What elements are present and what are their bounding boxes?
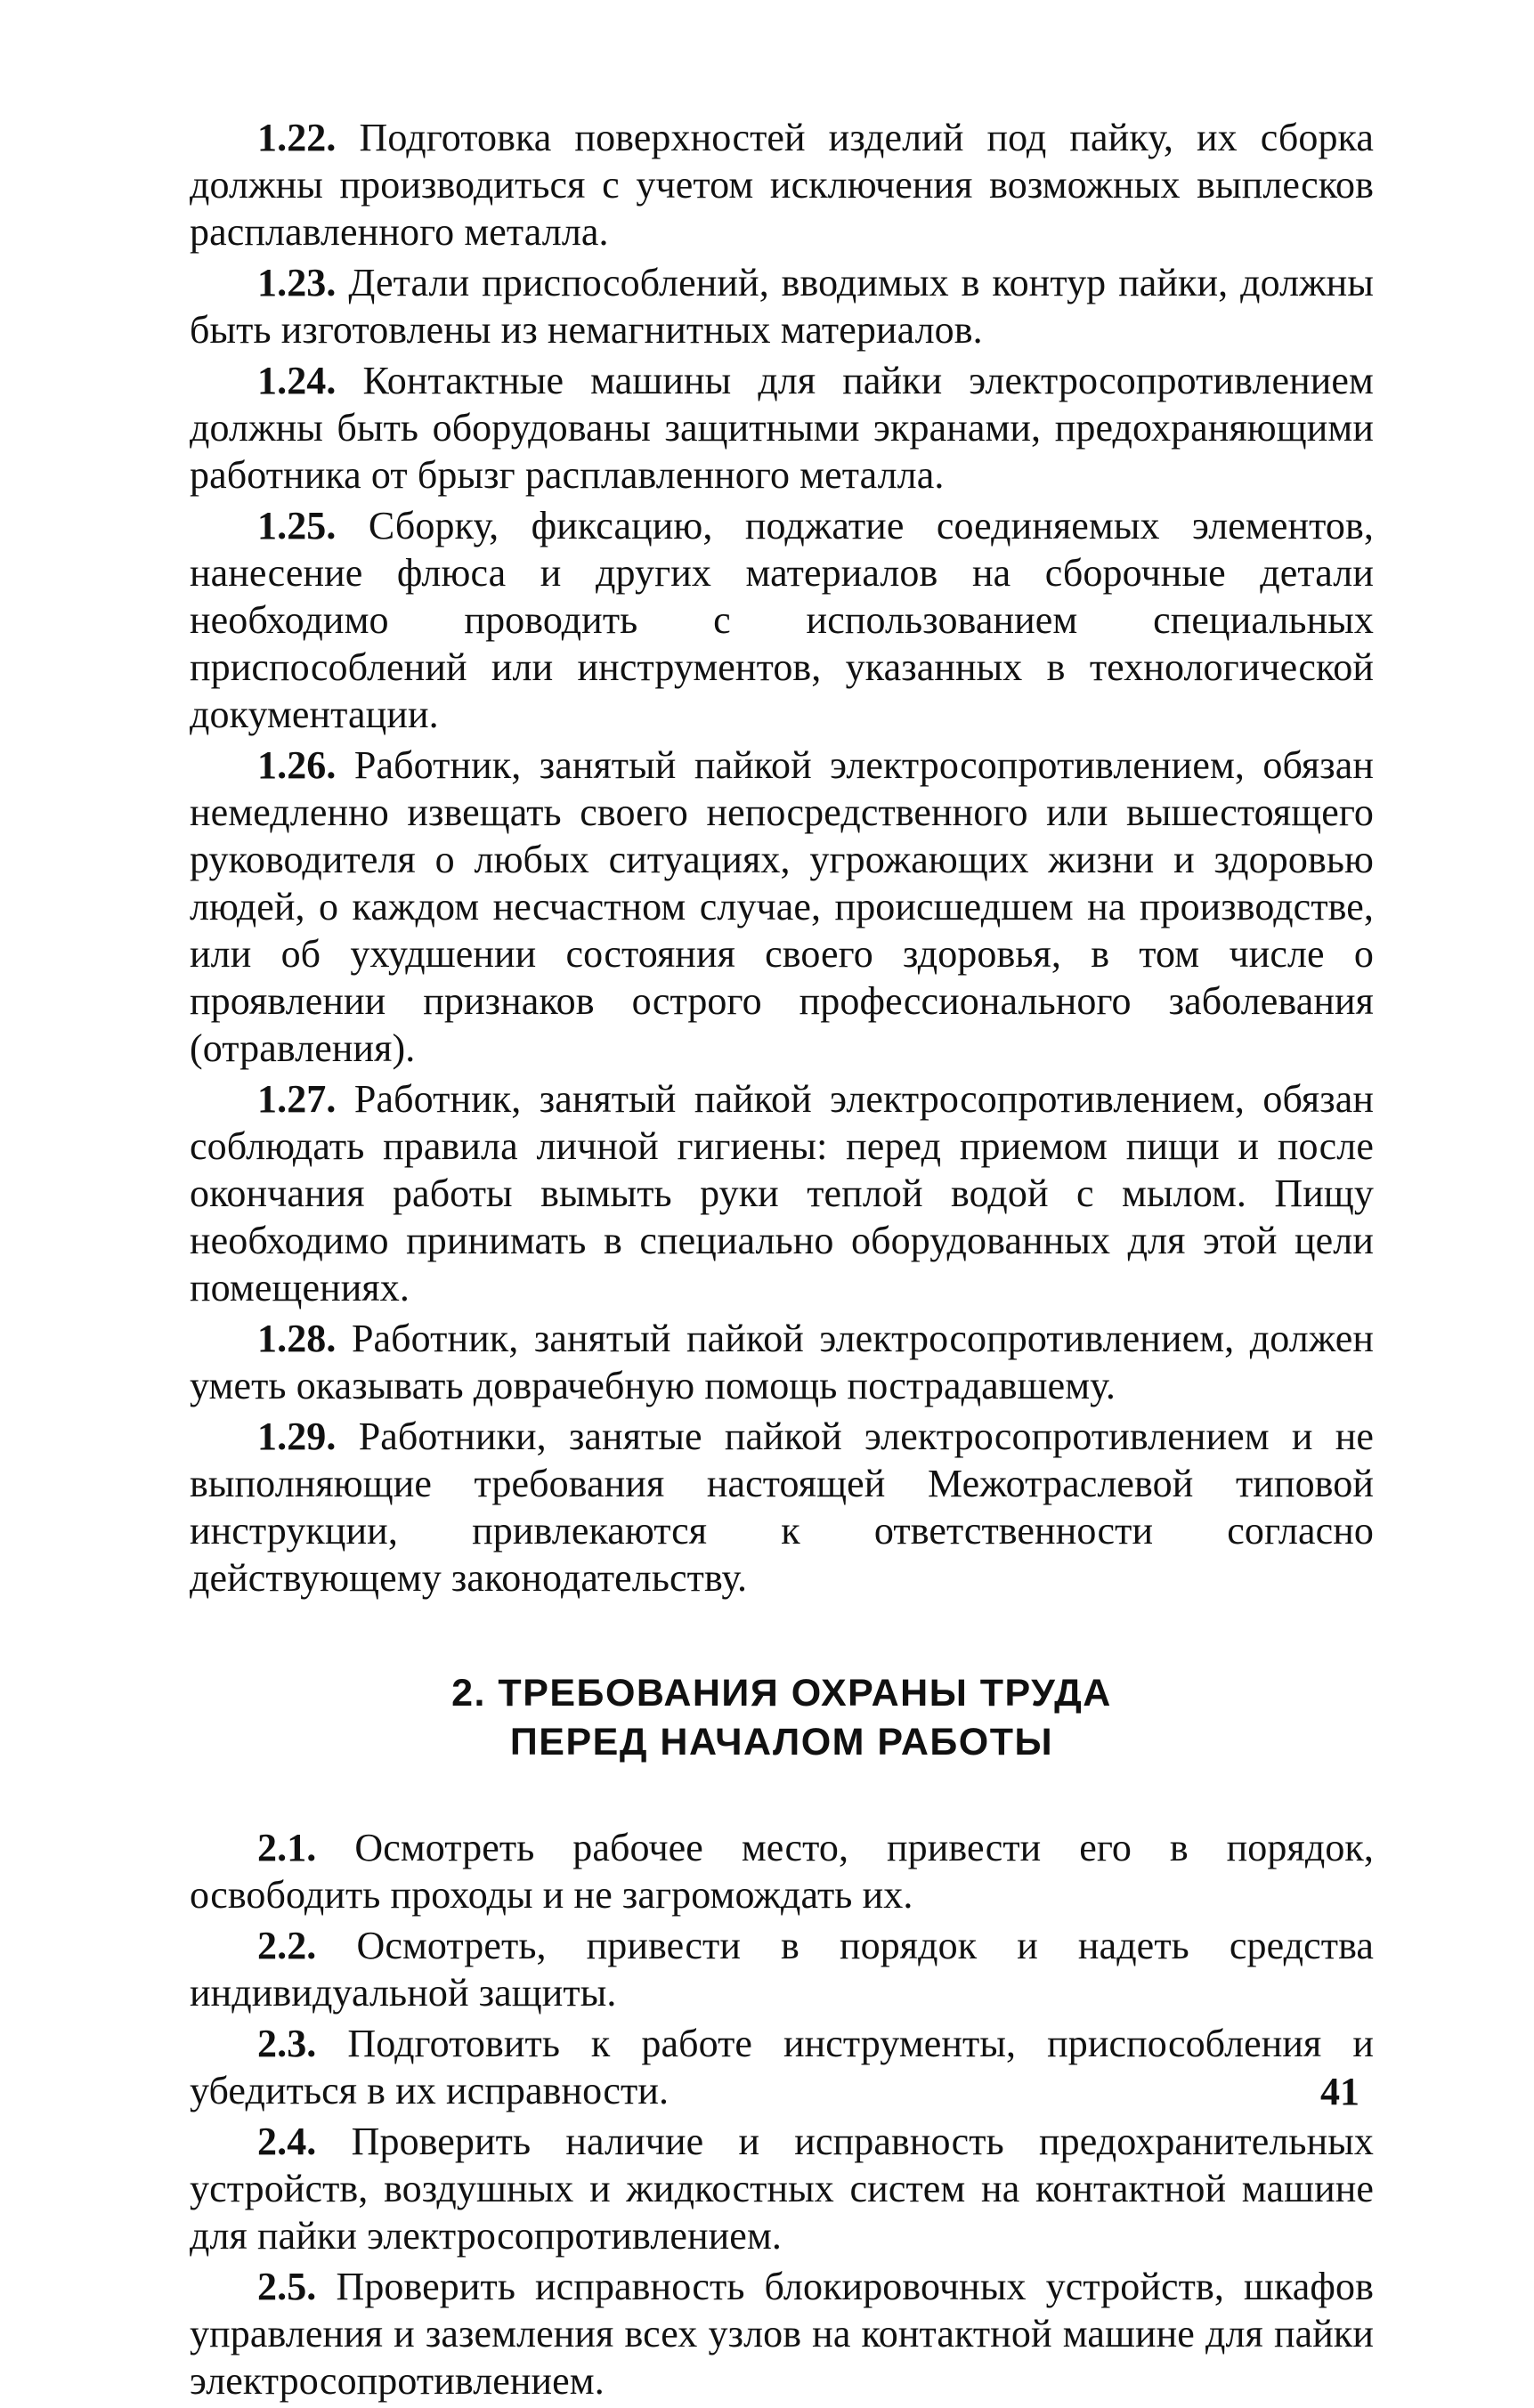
paragraph-number: 1.29. [257, 1415, 337, 1458]
paragraph-text: Работник, занятый пайкой электросопротивлением, должен уметь оказывать доврачебную помощь пострадавшему. [190, 1317, 1374, 1407]
paragraph-text: Работники, занятые пайкой электросопротивлением и не выполняющие требования настоящей Межотраслевой типовой инструкции, привлекаются к ответственности согласно действующему законодательству. [190, 1415, 1375, 1600]
paragraph-text: Контактные машины для пайки электросопротивлением должны быть оборудованы защитными экранами, предохраняющими работника от брызг расплавленного металла. [190, 359, 1374, 497]
paragraph-number: 2.5. [257, 2265, 317, 2308]
paragraph-number: 1.24. [257, 359, 337, 402]
paragraph-text: Работник, занятый пайкой электросопротивлением, обязан соблюдать правила личной гигиены: перед приемом пищи и после окончания работы вымыть руки теплой водой с мылом. Пищу необходимо принимать в специально оборудованных для этой цели помещениях. [190, 1077, 1374, 1309]
paragraph-1-24 [190, 357, 1374, 499]
paragraph-text: Осмотреть, привести в порядок и надеть средства индивидуальной защиты. [190, 1924, 1374, 2015]
paragraph-text: Сборку, фиксацию, поджатие соединяемых элементов, нанесение флюса и других материалов на сборочные детали необходимо проводить с использованием специальных приспособлений или инструментов, указанных в технологической документации. [190, 504, 1374, 736]
paragraph-text: Подготовить к работе инструменты, приспособления и убедиться в их исправности. [190, 2022, 1374, 2112]
paragraph-text: Подготовка поверхностей изделий под пайку, их сборка должны производиться с учетом исключения возможных выплесков расплавленного металла. [190, 116, 1374, 254]
section-2-heading [190, 1669, 1374, 1767]
paragraph-number: 2.1. [257, 1826, 317, 1869]
paragraph-2-1 [190, 1824, 1374, 1918]
section-1-body [190, 114, 1374, 1601]
paragraph-2-3 [190, 2020, 1374, 2114]
paragraph-1-23 [190, 259, 1374, 353]
paragraph-number: 1.25. [257, 504, 337, 547]
paragraph-1-27 [190, 1075, 1374, 1311]
section-2-heading-line-1: 2. ТРЕБОВАНИЯ ОХРАНЫ ТРУДА [451, 1672, 1112, 1715]
paragraph-1-25 [190, 502, 1374, 738]
paragraph-number: 2.4. [257, 2120, 317, 2163]
paragraph-number: 2.2. [257, 1924, 317, 1967]
paragraph-2-4 [190, 2118, 1374, 2259]
paragraph-number: 2.3. [257, 2022, 317, 2065]
section-2-heading-line-2: ПЕРЕД НАЧАЛОМ РАБОТЫ [509, 1721, 1054, 1763]
paragraph-number: 1.26. [257, 743, 337, 787]
paragraph-2-5 [190, 2263, 1374, 2404]
paragraph-text: Проверить исправность блокировочных устройств, шкафов управления и заземления всех узлов на контактной машине для пайки электросопротивлением. [190, 2265, 1374, 2403]
section-2-body [190, 1824, 1374, 2404]
paragraph-1-28 [190, 1315, 1374, 1409]
page-number: 41 [1320, 2070, 1359, 2113]
paragraph-number: 1.28. [257, 1317, 337, 1360]
paragraph-1-29 [190, 1413, 1374, 1601]
paragraph-text: Проверить наличие и исправность предохранительных устройств, воздушных и жидкостных систем на контактной машине для пайки электросопротивлением. [190, 2120, 1374, 2258]
paragraph-number: 1.22. [257, 116, 337, 159]
paragraph-text: Работник, занятый пайкой электросопротивлением, обязан немедленно извещать своего непосредственного или вышестоящего руководителя о любых ситуациях, угрожающих жизни и здоровью людей, о каждом несчастном случае, происшедшем на производстве, или об ухудшении состояния своего здоровья, в том числе о проявлении признаков острого профессионального заболевания (отравления). [190, 743, 1374, 1070]
paragraph-1-22 [190, 114, 1374, 255]
paragraph-number: 1.23. [257, 261, 337, 304]
paragraph-number: 1.27. [257, 1077, 337, 1121]
paragraph-2-2 [190, 1922, 1374, 2016]
paragraph-1-26 [190, 742, 1374, 1072]
document-page [190, 114, 1374, 2408]
paragraph-text: Осмотреть рабочее место, привести его в порядок, освободить проходы и не загромождать их. [190, 1826, 1374, 1917]
paragraph-text: Детали приспособлений, вводимых в контур пайки, должны быть изготовлены из немагнитных материалов. [190, 261, 1374, 352]
